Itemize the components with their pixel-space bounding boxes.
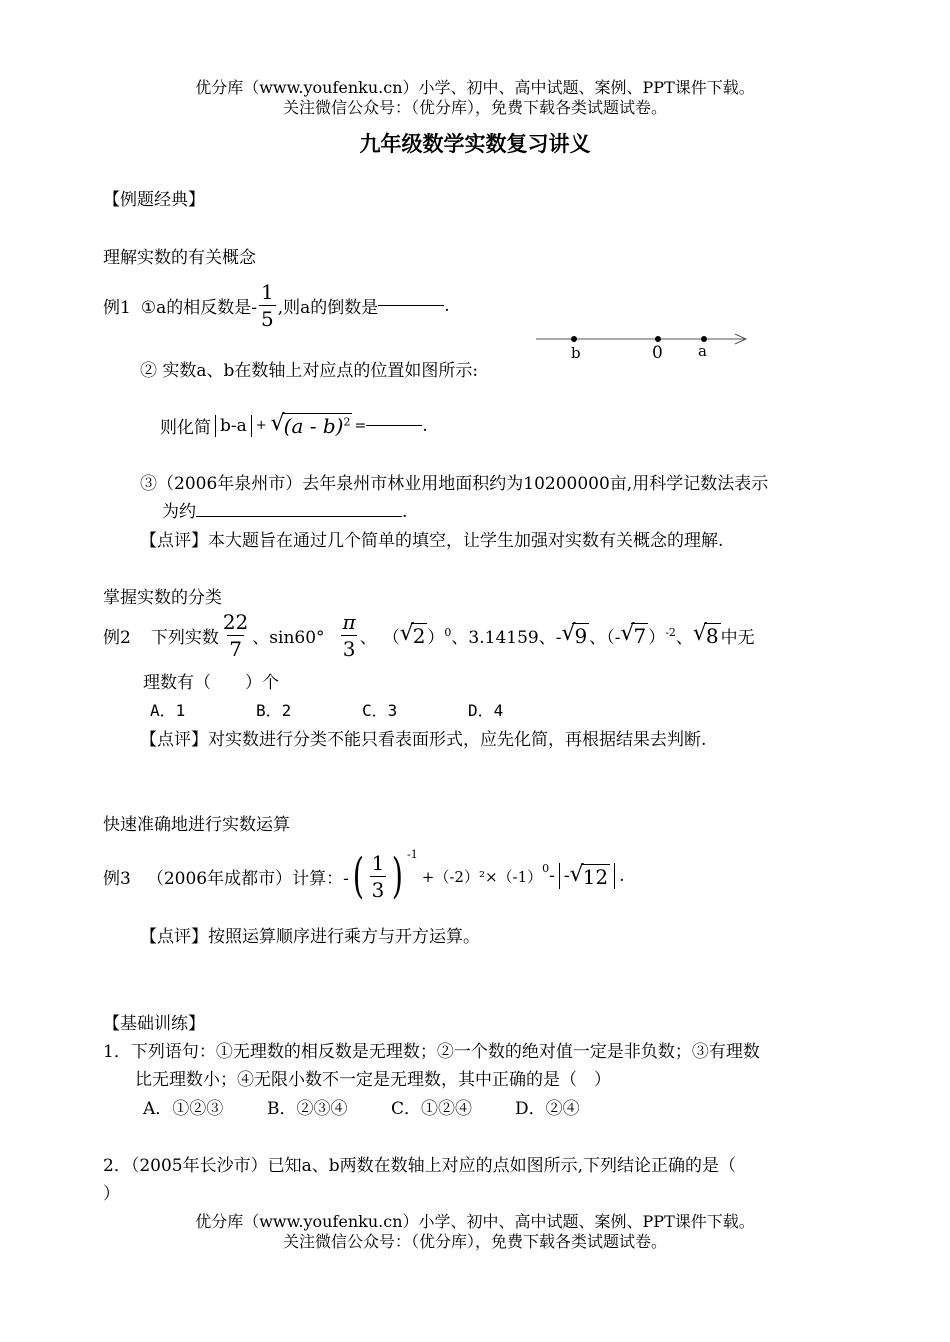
example-1-part-1: 例1 ①a的相反数是- $\frac{1}{5}$ ,则a的倒数是 . [103,280,450,331]
topic-classification: 掌握实数的分类 [103,588,222,608]
example-1-part-3: ③（2006年泉州市）去年泉州市林业用地面积约为10200000亩,用科学记数法表示 [140,474,769,494]
header-line-1: 优分库（www.youfenku.cn）小学、初中、高中试题、案例、PPT课件下载。 [195,78,755,97]
answer-blank [196,516,402,517]
example-2-comment: 【点评】对实数进行分类不能只看表面形式，应先化简，再根据结果去判断. [140,730,707,750]
sqrt-12: √ 12 [569,861,609,889]
question-2-line-1: 2．（2005年长沙市）已知a、b两数在数轴上对应的点如图所示,下列结论正确的是（ [103,1156,736,1176]
question-1-line-1: 1．下列语句：①无理数的相反数是无理数；②一个数的绝对值一定是非负数；③有理数 [103,1042,760,1062]
section-examples: 【例题经典】 [103,190,205,210]
example-3-comment: 【点评】按照运算顺序进行乘方与开方运算。 [140,927,480,947]
header-line-2: 关注微信公众号：（优分库），免费下载各类试题试卷。 [282,98,667,117]
page-title: 九年级数学实数复习讲义 [359,131,591,156]
label-zero: 0 [652,343,663,362]
sqrt-8: √ 8 [692,621,719,648]
fraction-pi-3: $\frac{\pi}{3}$ [342,610,356,661]
label-a: a [698,342,707,360]
question-1-options [143,1094,580,1119]
option-d: D．4 [468,701,504,720]
question-2-line-2: ） [103,1184,120,1204]
option-c: C．3 [362,701,398,720]
footer-line-1: 优分库（www.youfenku.cn）小学、初中、高中试题、案例、PPT课件下载。 [195,1212,755,1231]
fraction-one-third: $\frac{1}{3}$ [371,850,385,902]
answer-blank [366,425,422,426]
label-b: b [571,344,581,362]
footer-line-2: 关注微信公众号：（优分库），免费下载各类试题试卷。 [282,1232,667,1251]
answer-blank [378,305,444,306]
fraction-22-7: $\frac{22}{7}$ [222,610,249,661]
topic-operations: 快速准确地进行实数运算 [103,815,290,835]
option-a: A．1 [150,701,186,720]
example-1-label: 例1 [103,298,131,318]
topic-concepts: 理解实数的有关概念 [103,248,256,268]
example-3: 例3 （2006年成都市）计算：- ( $\frac{1}{3}$ ) $^{-1}$ +（-2）²×（-1） $^0$ - - √ 12 . [103,848,625,904]
sqrt-2: √ 2 [399,621,426,648]
example-2-options [150,698,503,721]
example-2-label: 例2 [103,628,131,648]
example-1-part-2: ② 实数a、b在数轴上对应点的位置如图所示: [140,361,479,381]
question-1-line-2: 比无理数小；④无限小数不一定是无理数，其中正确的是（ ） [135,1070,611,1090]
example-3-label: 例3 [103,868,131,889]
option-b: B．②③④ [267,1099,348,1119]
option-a: A．①②③ [143,1099,224,1119]
fraction-one-fifth: $\frac{1}{5}$ [260,280,274,331]
section-basic-training: 【基础训练】 [103,1014,205,1034]
example-1-simplify: 则化简 b-a + √ (a - b)$^2$ = . [160,411,428,438]
point-b [571,336,577,342]
example-1-comment: 【点评】本大题旨在通过几个简单的填空，让学生加强对实数有关概念的理解. [140,531,724,551]
option-b: B．2 [256,701,292,720]
example-2-line-2: 理数有（ ）个 [143,673,279,693]
sqrt-7: √ 7 [620,621,647,648]
option-d: D．②④ [515,1099,580,1119]
example-2-line-1: 例2 下列实数 $\frac{22}{7}$ 、sin60° $\frac{\pi}{3}$ 、 （ √ 2 ） 0 、3.14159、- √ 9 、（- √ 7 ） -2 、 √ 8 中无 [103,610,755,661]
example-1-part-3-cont: 为约 . [162,502,408,522]
point-zero [655,336,661,342]
number-line [530,326,755,362]
sqrt-a-minus-b-squared: √ (a - b)$^2$ [270,411,351,438]
option-c: C．①②④ [391,1099,473,1119]
sqrt-9: √ 9 [561,621,588,648]
